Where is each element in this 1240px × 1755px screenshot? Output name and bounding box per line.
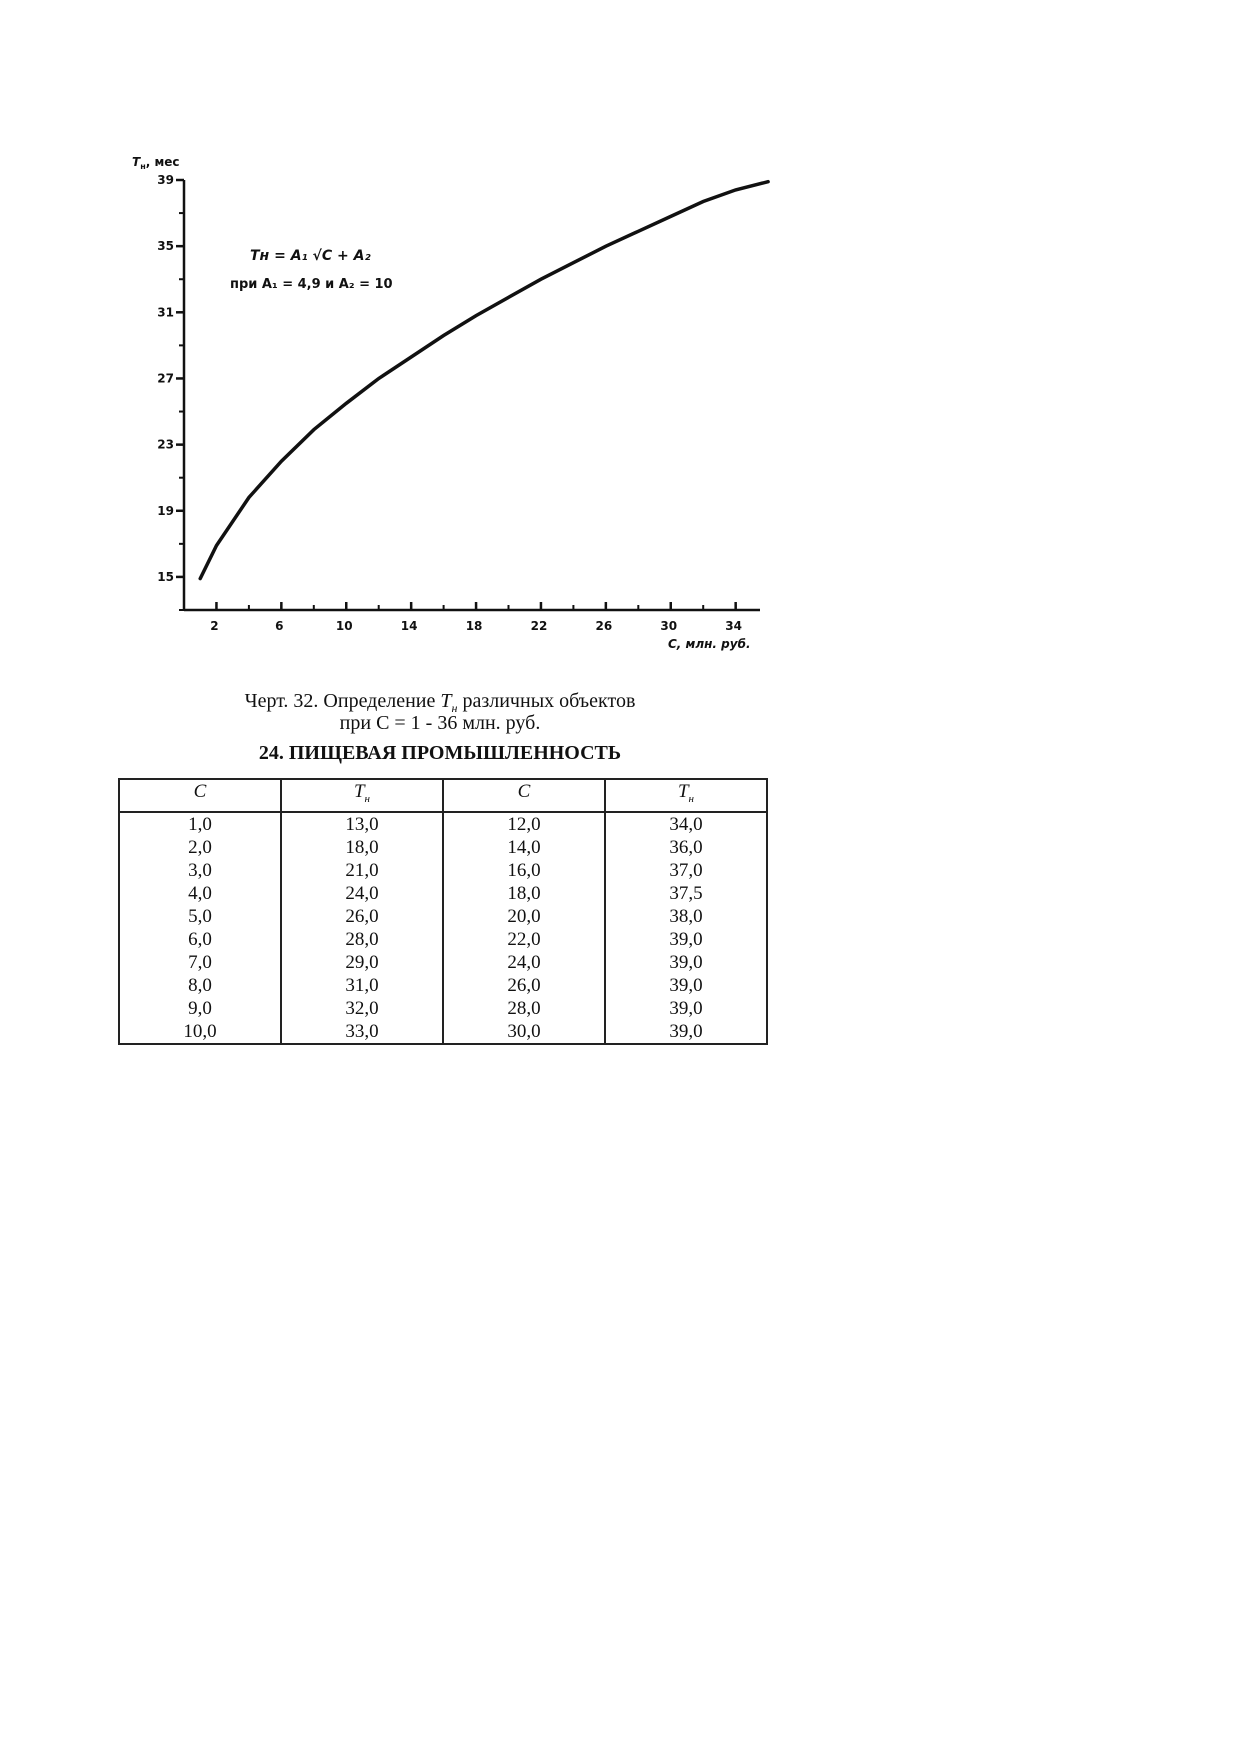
table-cell: 5,0 [119, 905, 281, 928]
table-cell: 39,0 [605, 974, 767, 997]
table-cell: 4,0 [119, 882, 281, 905]
y-tick-label: 23 [157, 437, 174, 452]
table-cell: 12,0 [443, 812, 605, 836]
table-cell: 7,0 [119, 951, 281, 974]
y-tick-label: 39 [157, 173, 174, 187]
header-c-1: C [119, 779, 281, 812]
table-row [119, 812, 767, 836]
table-row [119, 974, 767, 997]
table-row [119, 1020, 767, 1044]
table-cell: 26,0 [281, 905, 443, 928]
chart-axes [184, 180, 760, 610]
table-row [119, 905, 767, 928]
table-cell: 31,0 [281, 974, 443, 997]
table-cell: 18,0 [443, 882, 605, 905]
x-tick-label: 22 [530, 619, 548, 633]
table-row [119, 859, 767, 882]
y-tick-label: 15 [157, 569, 174, 584]
table-cell: 1,0 [119, 812, 281, 836]
table-cell: 30,0 [443, 1020, 605, 1044]
table-body [119, 812, 767, 1044]
table-cell: 18,0 [281, 836, 443, 859]
figure-caption-line1: Черт. 32. Определение $T_н$ различных объектов [244, 690, 636, 715]
header-c-2: C [443, 779, 605, 812]
y-tick-label: 35 [157, 239, 174, 254]
table-cell: 28,0 [281, 928, 443, 951]
table-cell: 39,0 [605, 928, 767, 951]
table-cell: 37,0 [605, 859, 767, 882]
table-cell: 14,0 [443, 836, 605, 859]
table-cell: 24,0 [443, 951, 605, 974]
table-cell: 28,0 [443, 997, 605, 1020]
table-cell: 20,0 [443, 905, 605, 928]
table-cell: 37,5 [605, 882, 767, 905]
table-cell: 39,0 [605, 997, 767, 1020]
chart [120, 150, 780, 670]
table-row [119, 882, 767, 905]
table-cell: 2,0 [119, 836, 281, 859]
table-cell: 33,0 [281, 1020, 443, 1044]
formula-line2: при A₁ = 4,9 и A₂ = 10 [230, 277, 393, 292]
header-tn-2: $T_н$ [605, 779, 767, 812]
table-cell: 3,0 [119, 859, 281, 882]
table-cell: 36,0 [605, 836, 767, 859]
x-tick-label: 34 [725, 619, 743, 633]
table-cell: 16,0 [443, 859, 605, 882]
x-axis-label: C, млн. руб. [668, 637, 751, 651]
x-tick-label: 2 [210, 619, 219, 633]
table-cell: 8,0 [119, 974, 281, 997]
table-cell: 29,0 [281, 951, 443, 974]
header-tn-1: $T_н$ [281, 779, 443, 812]
series-line [200, 182, 768, 579]
table-cell: 24,0 [281, 882, 443, 905]
y-tick-label: 27 [157, 371, 174, 386]
table-header-row [119, 779, 767, 812]
x-tick-label: 30 [660, 619, 678, 633]
table-cell: 22,0 [443, 928, 605, 951]
x-tick-label: 18 [465, 619, 483, 633]
table-row [119, 836, 767, 859]
y-tick-label: 19 [157, 503, 174, 518]
table-cell: 39,0 [605, 951, 767, 974]
table-row [119, 951, 767, 974]
table-cell: 13,0 [281, 812, 443, 836]
formula-line1: Tн = A₁ √C + A₂ [250, 248, 371, 264]
table-cell: 6,0 [119, 928, 281, 951]
y-tick-label: 31 [157, 305, 174, 320]
table-cell: 34,0 [605, 812, 767, 836]
x-tick-label: 6 [275, 619, 284, 633]
table-row [119, 997, 767, 1020]
table-cell: 21,0 [281, 859, 443, 882]
table-cell: 9,0 [119, 997, 281, 1020]
x-tick-label: 10 [335, 619, 353, 633]
table-cell: 26,0 [443, 974, 605, 997]
x-tick-label: 26 [595, 619, 613, 633]
section-title: 24. ПИЩЕВАЯ ПРОМЫШЛЕННОСТЬ [258, 742, 622, 764]
table-cell: 38,0 [605, 905, 767, 928]
y-axis-label: $T_н$, мес [132, 155, 180, 171]
data-table [118, 778, 768, 1045]
table-cell: 32,0 [281, 997, 443, 1020]
figure-caption-line2: при С = 1 - 36 млн. руб. [339, 712, 541, 734]
x-tick-label: 14 [400, 619, 418, 633]
table-cell: 10,0 [119, 1020, 281, 1044]
table-row [119, 928, 767, 951]
chart-ticks [157, 173, 742, 633]
table-cell: 39,0 [605, 1020, 767, 1044]
